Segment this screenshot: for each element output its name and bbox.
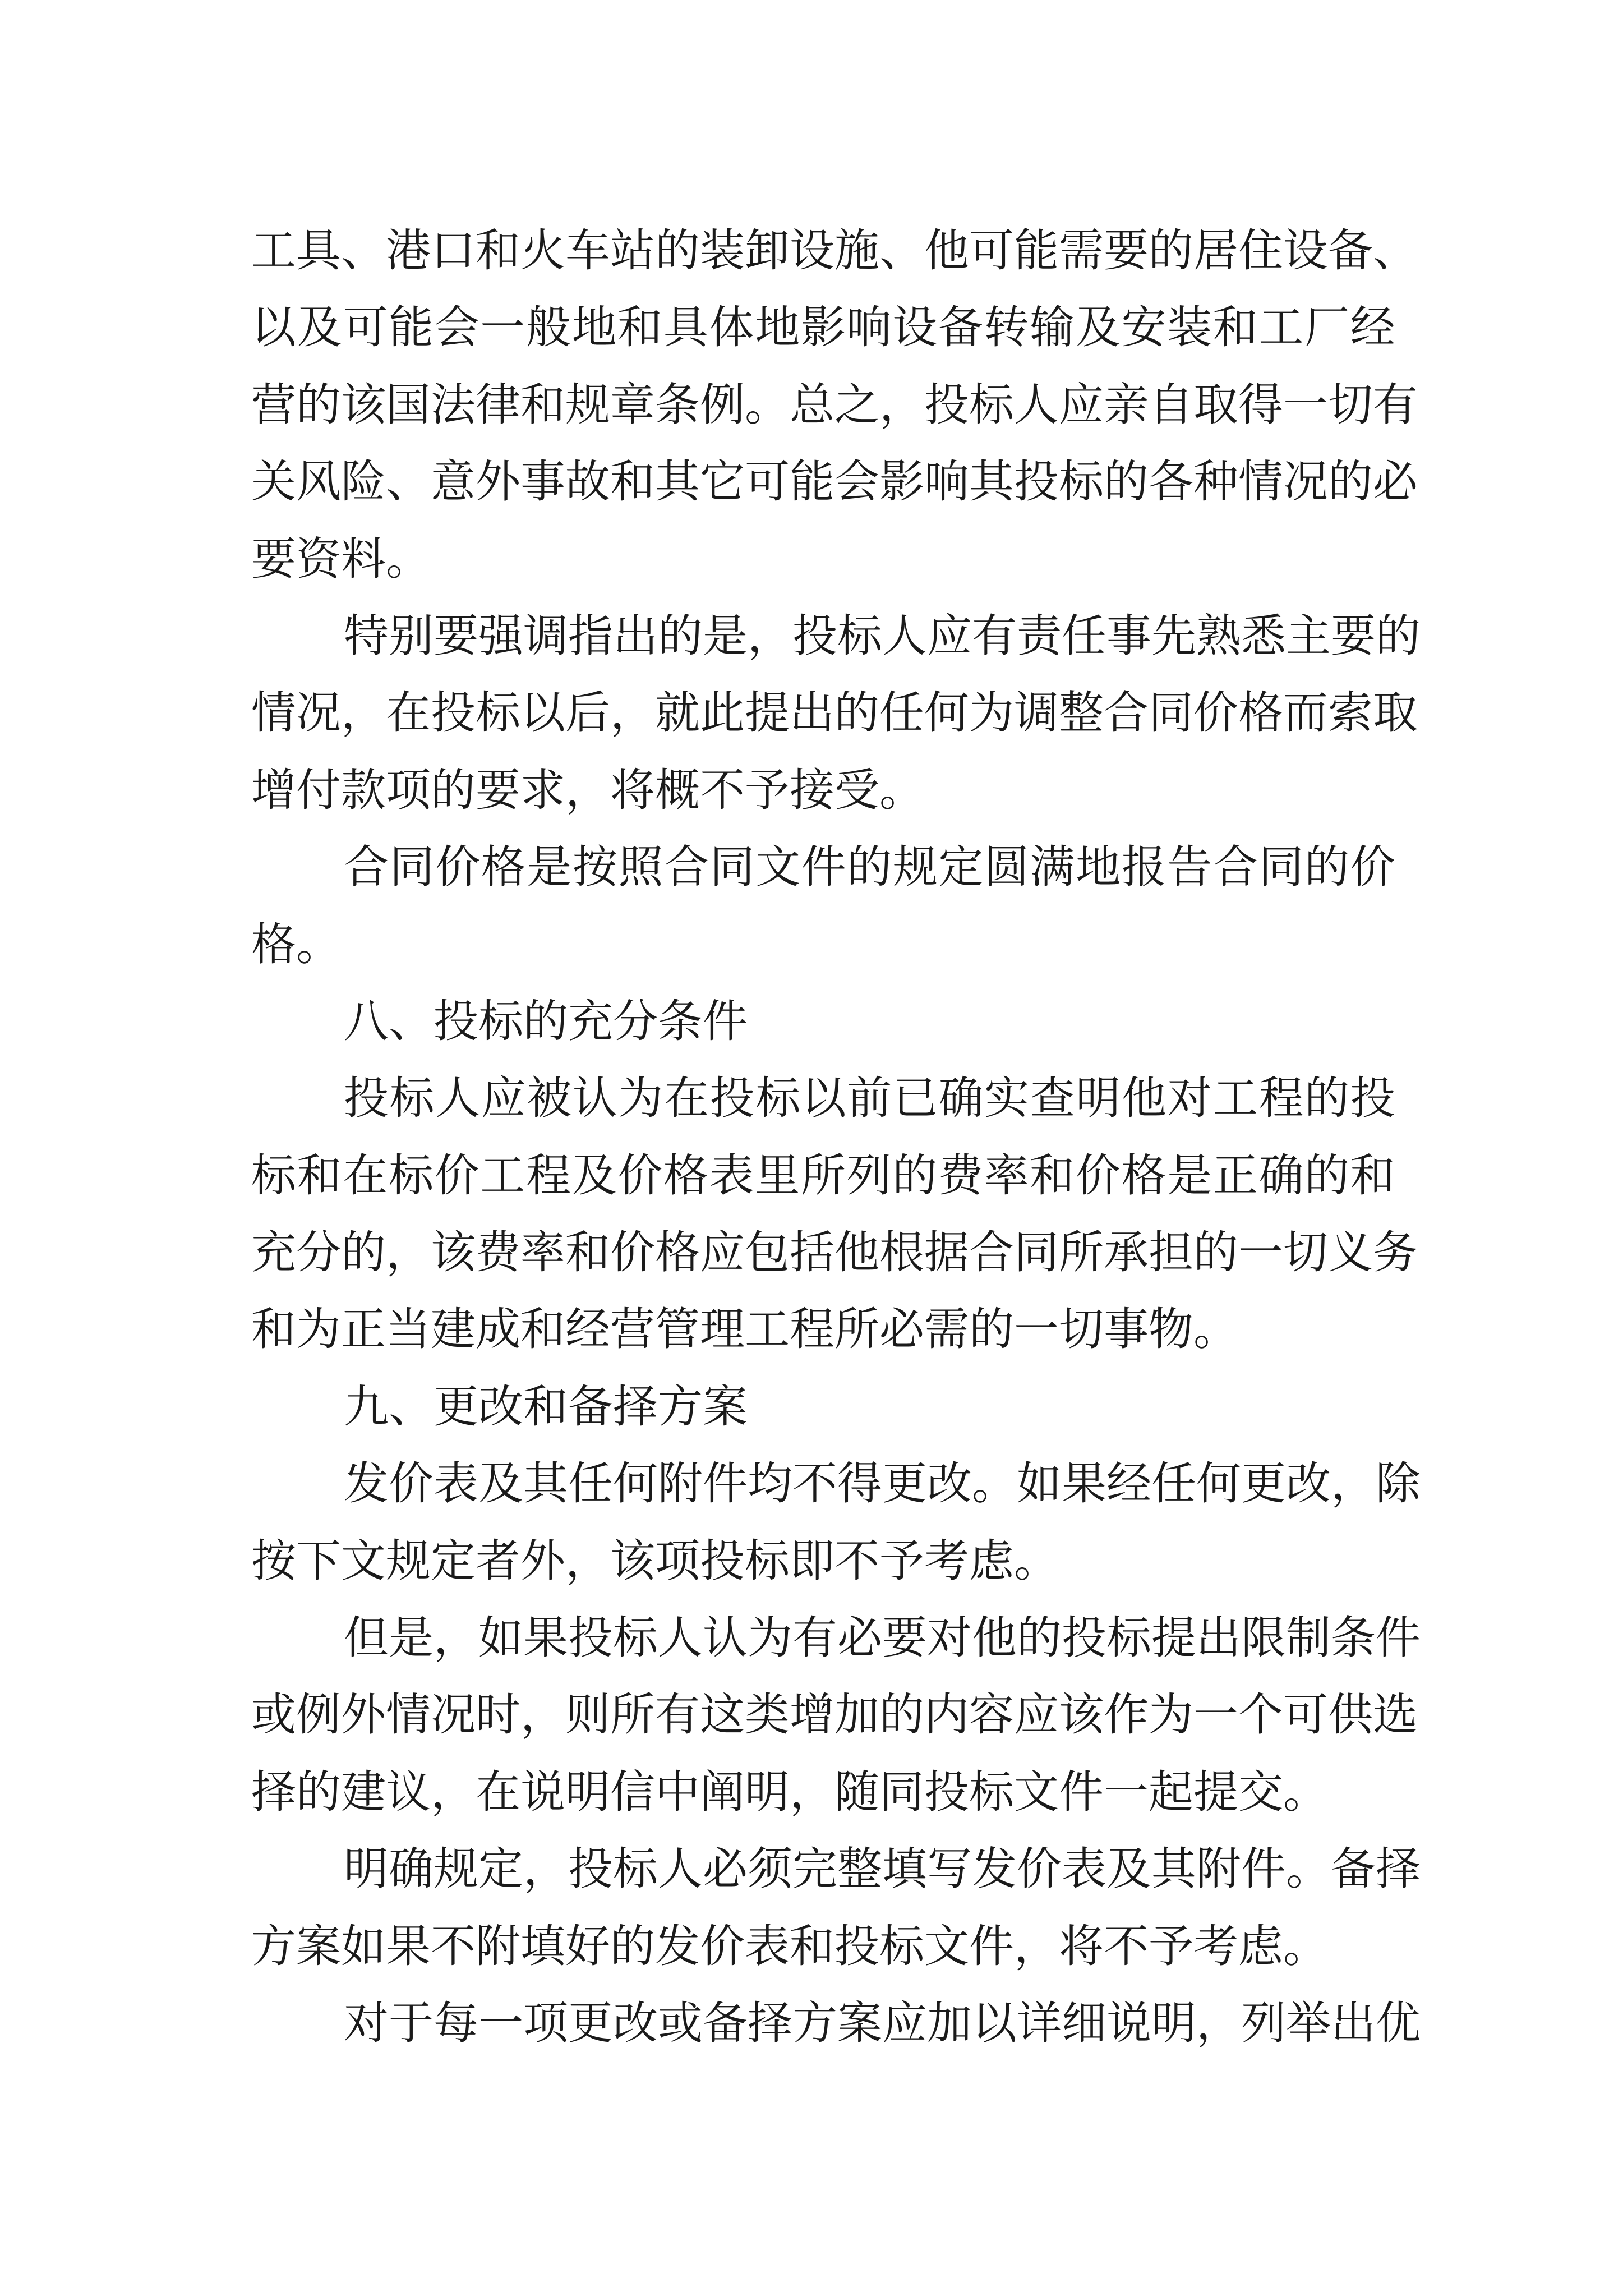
text-line: 以 及 可 能 会 一 般 地 和 具 体 地 影 响 设 备 转 输 及 安 装 和 工 厂 经	[251, 301, 1395, 354]
text-line: 关 风 险 、 意 外 事 故 和 其 它 可 能 会 影 响 其 投 标 的 各 种 情 况 的 必	[251, 455, 1418, 508]
text-line: 方案如果不附填好的发价表和投标文件，将不予考虑。	[251, 1920, 1328, 1972]
text-line: 按下文规定者外，该项投标即不予考虑。	[251, 1534, 1059, 1587]
text-line: 工 具 、 港 口 和 火 车 站 的 装 卸 设 施 、 他 可 能 需 要 的 居 住 设 备 、	[251, 224, 1418, 277]
text-line: 格。	[251, 918, 341, 970]
text-line: 择的建议，在说明信中阐明，随同投标文件一起提交。	[251, 1765, 1328, 1818]
text-line: 特 别 要 强 调 指 出 的 是 ， 投 标 人 应 有 责 任 事 先 熟 悉 主 要 的	[344, 609, 1421, 662]
text-line: 或 例 外 情 况 时 ， 则 所 有 这 类 增 加 的 内 容 应 该 作 为 一 个 可 供 选	[251, 1688, 1418, 1741]
text-line: 标 和 在 标 价 工 程 及 价 格 表 里 所 列 的 费 率 和 价 格 是 正 确 的 和	[251, 1149, 1395, 1202]
text-line: 情 况 ， 在 投 标 以 后 ， 就 此 提 出 的 任 何 为 调 整 合 同 价 格 而 索 取	[251, 687, 1418, 739]
text-line: 营 的 该 国 法 律 和 规 章 条 例 。 总 之 ， 投 标 人 应 亲 自 取 得 一 切 有	[251, 378, 1418, 431]
body-text	[251, 212, 1421, 2062]
text-line: 明 确 规 定 ， 投 标 人 必 须 完 整 填 写 发 价 表 及 其 附 件 。 备 择	[344, 1843, 1421, 1895]
text-line: 九、更改和备择方案	[344, 1380, 748, 1433]
text-line: 发 价 表 及 其 任 何 附 件 均 不 得 更 改 。 如 果 经 任 何 更 改 ， 除	[344, 1457, 1421, 1510]
text-line: 增付款项的要求，将概不予接受。	[251, 763, 924, 816]
text-line: 但 是 ， 如 果 投 标 人 认 为 有 必 要 对 他 的 投 标 提 出 限 制 条 件	[344, 1612, 1421, 1664]
text-line: 八、投标的充分条件	[344, 995, 748, 1047]
text-line: 合 同 价 格 是 按 照 合 同 文 件 的 规 定 圆 满 地 报 告 合 同 的 价	[344, 841, 1395, 894]
text-line: 充 分 的 ， 该 费 率 和 价 格 应 包 括 他 根 据 合 同 所 承 担 的 一 切 义 务	[251, 1226, 1418, 1279]
text-line: 要资料。	[251, 532, 431, 585]
text-line: 和为正当建成和经营管理工程所必需的一切事物。	[251, 1303, 1238, 1356]
text-line: 对 于 每 一 项 更 改 或 备 择 方 案 应 加 以 详 细 说 明 ， 列 举 出 优	[344, 1996, 1421, 2049]
text-line: 投 标 人 应 被 认 为 在 投 标 以 前 已 确 实 查 明 他 对 工 程 的 投	[344, 1072, 1395, 1125]
